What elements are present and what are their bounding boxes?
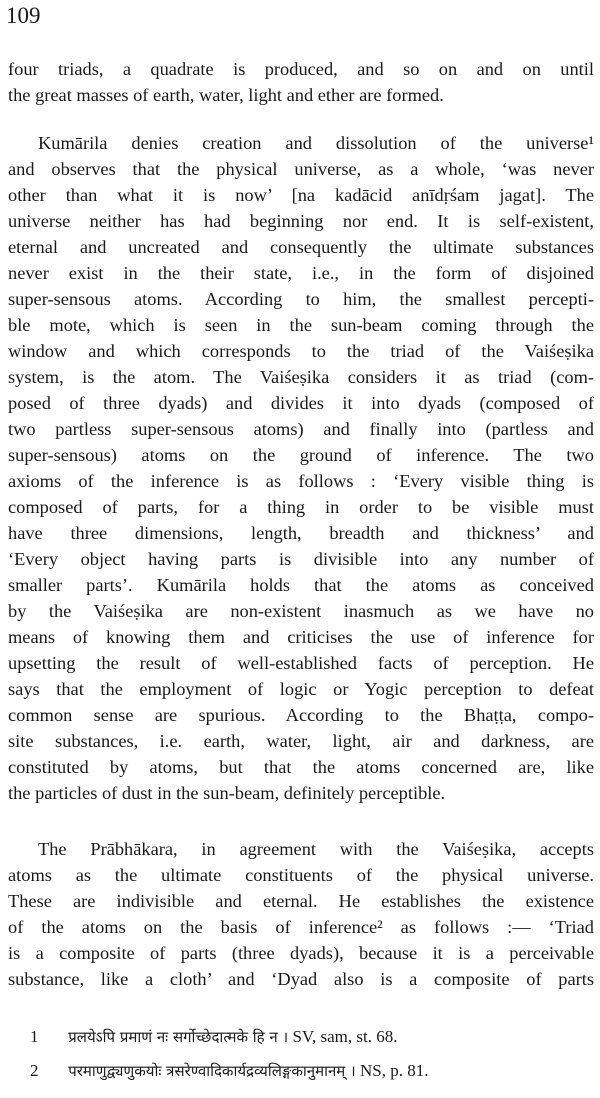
- page-number: 109: [6, 3, 41, 28]
- text-line: and observes that the physical universe, as a whole, ‘was never: [8, 159, 594, 179]
- text-line: posed of three dyads) and divides it into dyads (composed of: [8, 393, 594, 413]
- text-line: the particles of dust in the sun-beam, definitely perceptible.: [8, 783, 446, 803]
- footnote-number: 1: [30, 1027, 39, 1046]
- text-line: is a composite of parts (three dyads), because it is a perceivable: [8, 943, 594, 963]
- footnote-1: [30, 1020, 590, 1054]
- text-line: of the atoms on the basis of inference² as follows :— ‘Triad: [8, 917, 594, 937]
- text-line: constituted by atoms, but that the atoms concerned are, like: [8, 757, 594, 777]
- text-line: eternal and uncreated and consequently the ultimate substances: [8, 237, 594, 257]
- text-line: two partless super-sensous atoms) and finally into (partless and: [8, 419, 594, 439]
- text-line: never exist in the their state, i.e., in the form of disjoined: [8, 263, 594, 283]
- footnote-sanskrit: प्रलयेऽपि प्रमाणं नः सर्गोच्छेदात्मके हि न ।: [68, 1028, 289, 1046]
- text-line: site substances, i.e. earth, water, light, air and darkness, are: [8, 731, 594, 751]
- text-line: system, is the atom. The Vaiśeṣika considers it as triad (com-: [8, 367, 594, 387]
- text-line: smaller parts’. Kumārila holds that the atoms as conceived: [8, 575, 594, 595]
- paragraph-2: [8, 130, 594, 806]
- text-line: other than what it is now’ [na kadācid anīdṛśam jagat]. The: [8, 185, 594, 205]
- footnote-reference: SV, sam, st. 68.: [292, 1027, 398, 1046]
- text-line: super-sensous atoms. According to him, the smallest percepti-: [8, 289, 594, 309]
- text-line: means of knowing them and criticises the use of inference for: [8, 627, 594, 647]
- text-line: says that the employment of logic or Yogic perception to defeat: [8, 679, 594, 699]
- text-line: axioms of the inference is as follows : ‘Every visible thing is: [8, 471, 594, 491]
- text-line: universe neither has had beginning nor end. It is self-existent,: [8, 211, 594, 231]
- paragraph-1: [8, 56, 594, 108]
- footnote-reference: NS, p. 81.: [359, 1061, 429, 1080]
- text-line: atoms as the ultimate constituents of the physical universe.: [8, 865, 594, 885]
- footnote-2: [30, 1054, 590, 1088]
- text-line: common sense are spurious. According to the Bhaṭṭa, compo-: [8, 705, 594, 725]
- text-line: ‘Every object having parts is divisible into any number of: [8, 549, 594, 569]
- footnote-number: 2: [30, 1061, 39, 1080]
- text-line: composed of parts, for a thing in order to be visible must: [8, 497, 594, 517]
- footnotes: [30, 1020, 590, 1088]
- text-line: by the Vaiśeṣika are non-existent inasmuch as we have no: [8, 601, 594, 621]
- text-line: super-sensous) atoms on the ground of inference. The two: [8, 445, 594, 465]
- text-line: The Prābhākara, in agreement with the Vaiśeṣika, accepts: [38, 839, 594, 859]
- paragraph-3: [8, 836, 594, 992]
- text-line: four triads, a quadrate is produced, and so on and on until: [8, 59, 594, 79]
- text-line: window and which corresponds to the triad of the Vaiśeṣika: [8, 341, 594, 361]
- text-line: have three dimensions, length, breadth and thickness’ and: [8, 523, 594, 543]
- text-line: ble mote, which is seen in the sun-beam coming through the: [8, 315, 594, 335]
- text-line: the great masses of earth, water, light and ether are formed.: [8, 85, 444, 105]
- text-line: upsetting the result of well-established facts of perception. He: [8, 653, 594, 673]
- footnote-sanskrit: परमाणुद्व्यणुकयोः त्रसरेण्वादिकार्यद्रव्यलिङ्गकानुमानम् ।: [68, 1062, 356, 1080]
- text-line: Kumārila denies creation and dissolution of the universe¹: [38, 133, 594, 153]
- text-line: These are indivisible and eternal. He establishes the existence: [8, 891, 594, 911]
- text-line: substance, like a cloth’ and ‘Dyad also is a composite of parts: [8, 969, 594, 989]
